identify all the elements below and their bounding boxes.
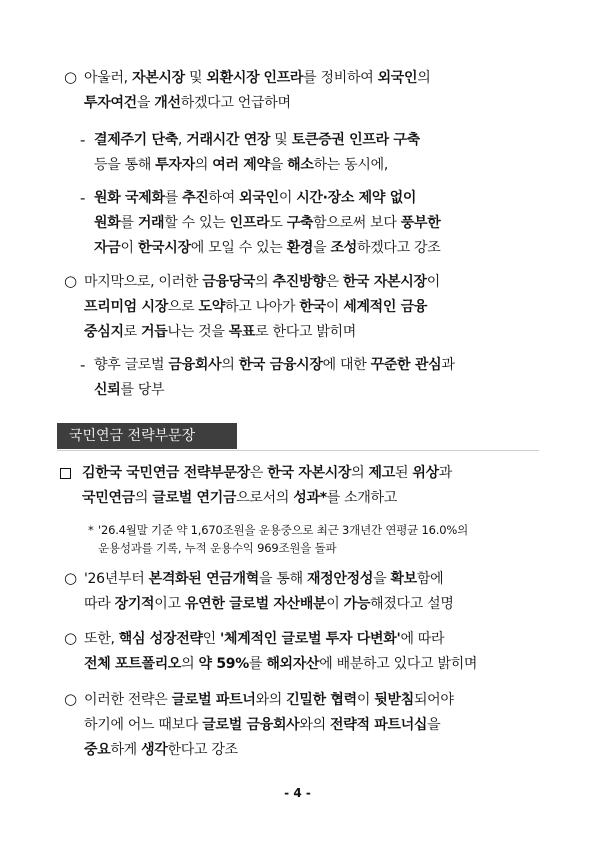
text-line — [84, 652, 477, 677]
emphasis-text: 한국 자본시장 — [267, 465, 352, 481]
section-divider — [57, 450, 539, 451]
dash-bullet-icon: - — [80, 131, 86, 149]
emphasis-text: 외국인 — [377, 70, 418, 86]
emphasis-text: 가능 — [343, 596, 371, 612]
text-line — [94, 153, 420, 178]
text-line — [94, 378, 455, 403]
text-line — [94, 211, 440, 236]
emphasis-text: 세계적인 금융 — [343, 299, 428, 315]
text-line — [82, 461, 452, 486]
emphasis-text: 제고 — [368, 465, 395, 481]
page-number: - 4 - — [284, 786, 311, 800]
circle-bullet-icon: ○ — [64, 629, 78, 647]
emphasis-text: 금융회사 — [168, 357, 222, 373]
paragraph — [84, 688, 454, 763]
text-line — [84, 295, 440, 320]
body-text: 을 통해 — [258, 571, 307, 587]
body-text: 와의 — [255, 692, 287, 708]
body-text: 의 — [255, 274, 273, 290]
emphasis-text: 자본시장 — [131, 70, 185, 86]
body-text: 아울러, — [84, 70, 132, 86]
emphasis-text: 원화 — [94, 215, 121, 231]
body-text: 또한, — [84, 631, 119, 647]
dash-bullet-icon: - — [80, 356, 86, 374]
emphasis-text: 전체 포트폴리오 — [84, 656, 182, 672]
section-heading: 국민연금 전략부문장 — [57, 423, 237, 449]
emphasis-text: 토큰증권 인프라 구축 — [291, 132, 420, 148]
text-line — [84, 713, 454, 738]
emphasis-text: 글로벌 연기금 — [152, 490, 237, 506]
emphasis-text: 금융당국 — [202, 274, 256, 290]
body-text: 으로서의 — [236, 490, 294, 506]
text-line — [82, 486, 452, 511]
emphasis-text: 핵심 성장전략 — [118, 631, 203, 647]
paragraph — [84, 567, 454, 617]
emphasis-text: 해소 — [287, 157, 314, 173]
body-text: 를 정비하여 — [303, 70, 378, 86]
circle-bullet-icon: ○ — [64, 569, 78, 587]
body-text: 은 — [249, 465, 268, 481]
body-text: 과 — [438, 465, 453, 481]
circle-bullet-icon: ○ — [64, 272, 78, 290]
body-text: 를 — [248, 656, 267, 672]
body-text: 의 — [134, 490, 153, 506]
emphasis-text: 풍부한 — [400, 215, 441, 231]
body-text: 로 한다고 밝히며 — [255, 324, 357, 340]
emphasis-text: 시간·장소 제약 없이 — [296, 190, 417, 206]
circle-bullet-icon: ○ — [64, 68, 78, 86]
emphasis-text: 해외자산 — [266, 656, 320, 672]
emphasis-text: 약 59% — [198, 656, 249, 672]
emphasis-text: 인프라 — [229, 215, 270, 231]
emphasis-text: 위상 — [412, 465, 439, 481]
emphasis-text: 뒷받침 — [374, 692, 414, 708]
emphasis-text: 결제주기 단축 — [94, 132, 178, 148]
text-line — [84, 320, 440, 345]
emphasis-text: 프리미엄 시장 — [84, 299, 168, 315]
body-text: 하기에 어느 때보다 — [84, 717, 203, 733]
emphasis-text: 글로벌 파트너 — [171, 692, 256, 708]
body-text: 하고 나아가 — [224, 299, 300, 315]
body-text: 와의 — [299, 717, 331, 733]
text-line — [84, 270, 440, 295]
emphasis-text: 중요 — [84, 742, 111, 758]
body-text: 이 — [278, 190, 297, 206]
emphasis-text: 거래 — [137, 215, 165, 231]
footnote-text — [98, 521, 468, 557]
emphasis-text: 글로벌 금융회사 — [202, 717, 300, 733]
body-text: 하게 — [110, 742, 142, 758]
paragraph — [94, 353, 455, 403]
body-text: 의 — [194, 157, 213, 173]
body-text: 은 — [325, 274, 343, 290]
text-line — [84, 66, 430, 91]
body-text: 를 소개하고 — [326, 490, 398, 506]
emphasis-text: 거래시간 연장 — [186, 132, 271, 148]
body-text: 하겠다고 강조 — [356, 240, 441, 256]
body-text: 에 따라 — [400, 631, 445, 647]
emphasis-text: 도약 — [198, 299, 225, 315]
body-text: 을 — [136, 95, 155, 111]
body-text: 마지막으로, 이러한 — [84, 274, 203, 290]
text-line — [84, 91, 430, 116]
body-text: '26년부터 — [84, 571, 149, 587]
emphasis-text: 생각 — [141, 742, 168, 758]
body-text: 등을 통해 — [94, 157, 156, 173]
text-line — [94, 186, 440, 211]
emphasis-text: 한국 금융시장 — [238, 357, 323, 373]
emphasis-text: 목표 — [228, 324, 256, 340]
body-text: 할 수 있는 — [164, 215, 230, 231]
body-text: 에 모일 수 있는 — [190, 240, 287, 256]
body-text: 하는 동시에, — [313, 157, 388, 173]
text-line — [84, 627, 477, 652]
dash-bullet-icon: - — [80, 189, 86, 207]
body-text: 를 — [164, 190, 183, 206]
body-text: 의 — [417, 70, 431, 86]
emphasis-text: 꾸준한 관심 — [370, 357, 442, 373]
body-text: 를 당부 — [120, 382, 165, 398]
body-text: 되어야 — [413, 692, 454, 708]
paragraph — [84, 270, 440, 345]
body-text: 의 — [181, 656, 199, 672]
square-bullet-icon — [60, 468, 71, 479]
emphasis-text: 거듭 — [141, 324, 168, 340]
emphasis-text: 조성 — [330, 240, 357, 256]
body-text: 이고 — [154, 596, 185, 612]
paragraph — [82, 461, 452, 511]
emphasis-text: 김한국 국민연금 전략부문장 — [82, 465, 250, 481]
body-text: 로 — [123, 324, 142, 340]
emphasis-text: 추진방향 — [272, 274, 326, 290]
body-text: 하겠다고 언급하며 — [180, 95, 291, 111]
emphasis-text: 전략적 파트너십 — [330, 717, 428, 733]
emphasis-text: 개선 — [154, 95, 181, 111]
emphasis-text: 외국인 — [239, 190, 279, 206]
emphasis-text: 재정안정성 — [306, 571, 374, 587]
paragraph — [84, 627, 477, 677]
body-text: 인 — [202, 631, 221, 647]
emphasis-text: 한국 — [299, 299, 326, 315]
body-text: 을 — [373, 571, 391, 587]
text-line — [98, 539, 468, 557]
body-text: 한다고 강조 — [167, 742, 238, 758]
body-text: 하여 — [208, 190, 240, 206]
emphasis-text: 한국 자본시장 — [342, 274, 427, 290]
body-text: 의 — [351, 465, 369, 481]
paragraph — [84, 66, 430, 116]
body-text: 및 — [184, 70, 207, 86]
paragraph — [94, 186, 440, 261]
body-text: 이 — [356, 692, 375, 708]
body-text: 도 — [269, 215, 287, 231]
emphasis-text: 인프라 — [263, 70, 304, 86]
body-text: 으로 — [167, 299, 199, 315]
body-text: 이 — [326, 596, 344, 612]
body-text: , — [177, 132, 187, 148]
body-text: 을 — [427, 717, 441, 733]
emphasis-text: 중심지 — [84, 324, 124, 340]
emphasis-text: 긴밀한 협력 — [286, 692, 357, 708]
body-text: 된 — [394, 465, 413, 481]
body-text: 을 — [269, 157, 288, 173]
emphasis-text: 한국시장 — [137, 240, 191, 256]
emphasis-text: 추진 — [182, 190, 209, 206]
body-text: 함에 — [416, 571, 444, 587]
emphasis-text: 본격화된 연금개혁 — [148, 571, 259, 587]
body-text: 및 — [270, 132, 292, 148]
body-text: 향후 글로벌 — [94, 357, 169, 373]
circle-bullet-icon: ○ — [64, 690, 78, 708]
body-text: 의 — [221, 357, 239, 373]
body-text: 이 — [325, 299, 344, 315]
emphasis-text: 원화 국제화 — [94, 190, 165, 206]
text-line — [94, 353, 455, 378]
body-text: 을 — [313, 240, 331, 256]
body-text: 이 — [426, 274, 440, 290]
text-line — [84, 592, 454, 617]
footnote-marker: * — [88, 523, 94, 537]
emphasis-text: 구축 — [286, 215, 314, 231]
body-text: '26.4월말 기준 약 1,670조원을 운용중으로 최근 3개년간 연평균 16.0%의 — [98, 523, 468, 537]
body-text: 이 — [120, 240, 138, 256]
body-text: 에 배분하고 있다고 밝히며 — [319, 656, 478, 672]
emphasis-text: 국민연금 — [82, 490, 135, 506]
text-line — [84, 688, 454, 713]
body-text: 이러한 전략은 — [84, 692, 172, 708]
text-line — [84, 567, 454, 592]
body-text: 함으로써 보다 — [313, 215, 401, 231]
emphasis-text: 환경 — [286, 240, 314, 256]
emphasis-text: 유연한 글로벌 자산배분 — [184, 596, 327, 612]
body-text: 과 — [441, 357, 455, 373]
body-text: 를 — [120, 215, 138, 231]
text-line — [98, 521, 468, 539]
emphasis-text: 장기적 — [114, 596, 155, 612]
text-line — [94, 236, 440, 261]
paragraph — [94, 128, 420, 178]
body-text: 운용성과를 기록, 누적 운용수익 969조원을 돌파 — [98, 541, 337, 555]
emphasis-text: '체계적인 글로벌 투자 다변화' — [220, 631, 401, 647]
text-line — [94, 128, 420, 153]
emphasis-text: 성과* — [293, 490, 327, 506]
emphasis-text: 신뢰 — [94, 382, 121, 398]
emphasis-text: 확보 — [390, 571, 417, 587]
body-text: 에 대한 — [322, 357, 371, 373]
emphasis-text: 투자여건 — [84, 95, 137, 111]
body-text: 나는 것을 — [167, 324, 229, 340]
emphasis-text: 외환시장 — [206, 70, 260, 86]
emphasis-text: 자금 — [94, 240, 121, 256]
emphasis-text: 여러 제약 — [212, 157, 270, 173]
emphasis-text: 투자자 — [155, 157, 195, 173]
body-text: 해졌다고 설명 — [370, 596, 454, 612]
body-text: 따라 — [84, 596, 115, 612]
text-line — [84, 738, 454, 763]
